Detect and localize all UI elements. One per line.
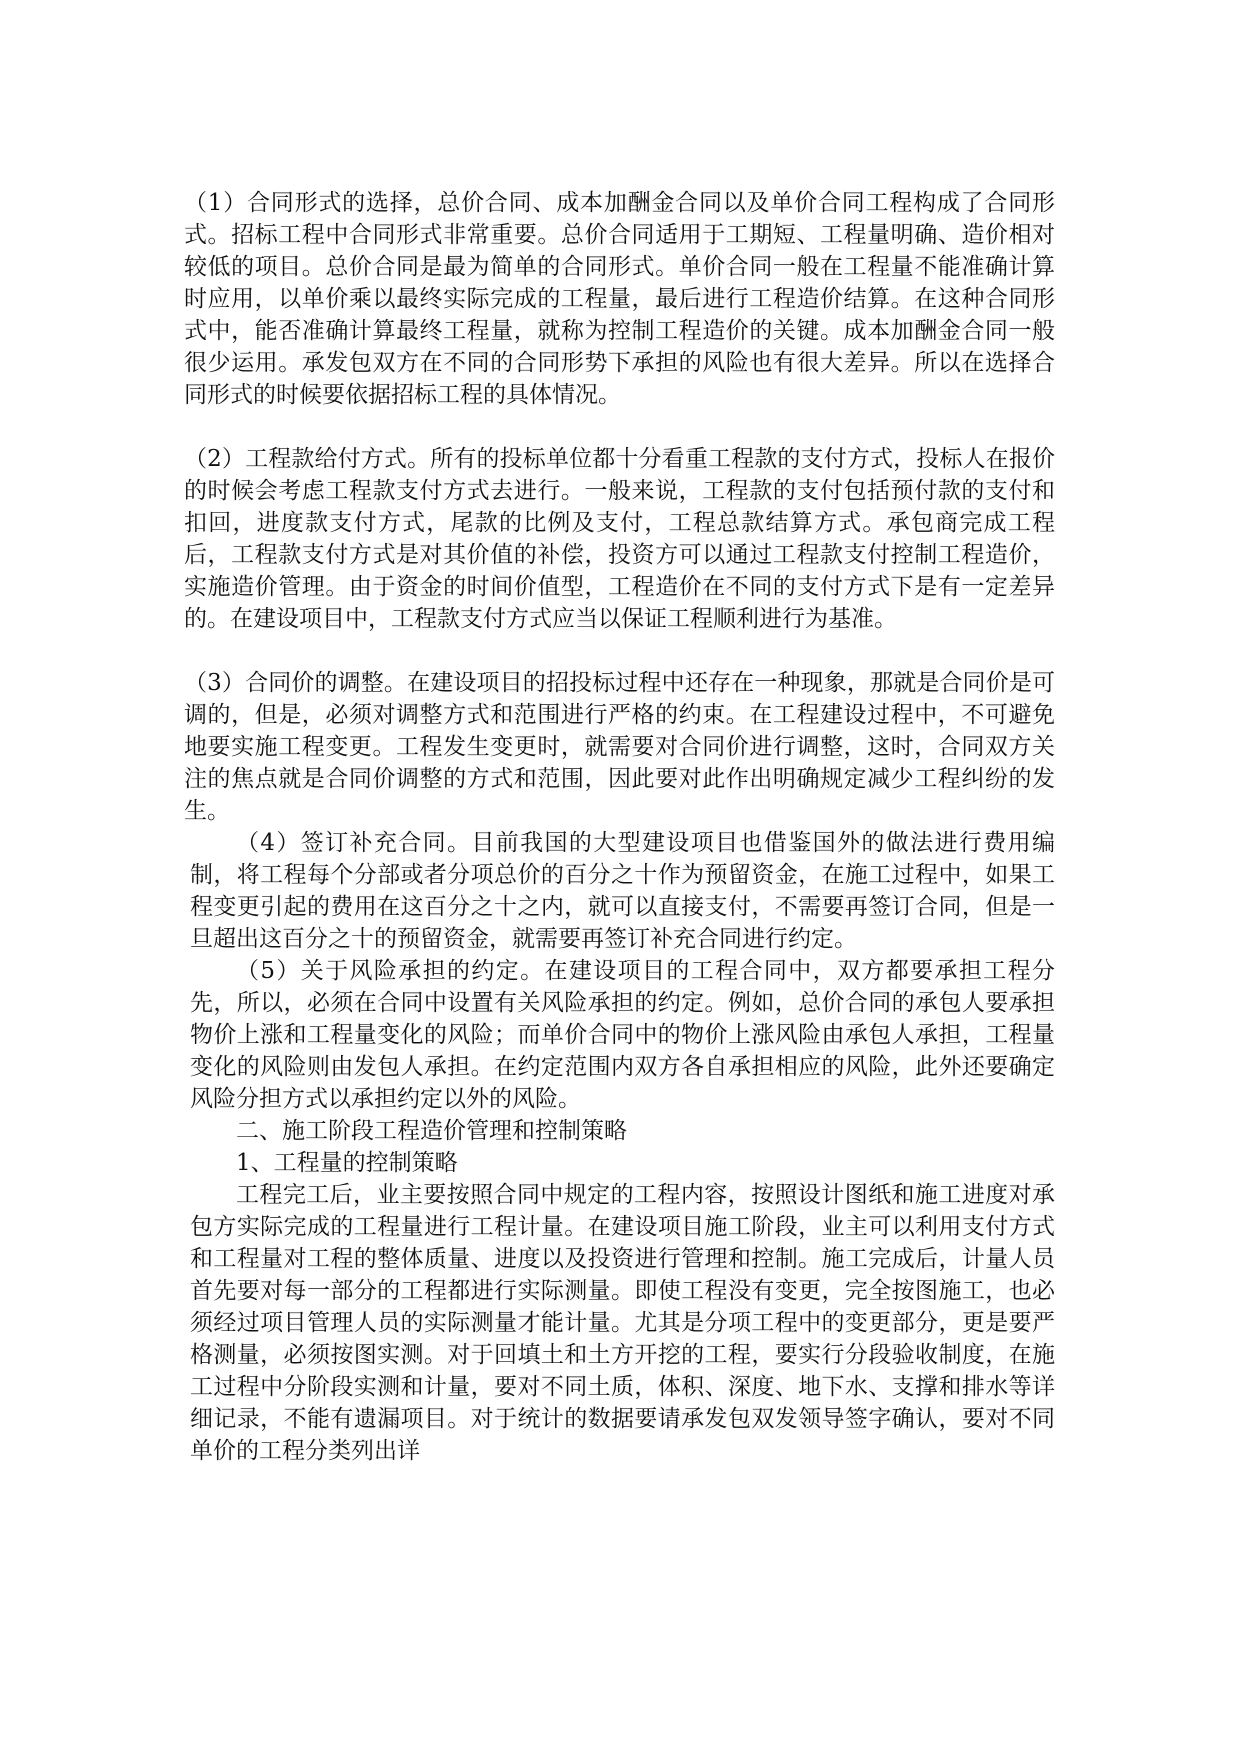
paragraph-payment-method: （2）工程款给付方式。所有的投标单位都十分看重工程款的支付方式，投标人在报价的时候会考虑工程款支付方式去进行。一般来说，工程款的支付包括预付款的支付和扣回，进度款支付方式，尾款的比例及支付，工程总款结算方式。承包商完成工程后，工程款支付方式是对其价值的补偿，投资方可以通过工程款支付控制工程造价，实施造价管理。由于资金的时间价值型，工程造价在不同的支付方式下是有一定差异的。在建设项目中，工程款支付方式应当以保证工程顺利进行为基准。 [184,446,1055,632]
subsection-heading: 1、工程量的控制策略 [236,1150,458,1176]
paragraph-contract-form: （1）合同形式的选择，总价合同、成本加酬金合同以及单价合同工程构成了合同形式。招标工程中合同形式非常重要。总价合同适用于工期短、工程量明确、造价相对较低的项目。总价合同是最为简单的合同形式。单价合同一般在工程量不能准确计算时应用，以单价乘以最终实际完成的工程量，最后进行工程造价结算。在这种合同形式中，能否准确计算最终工程量，就称为控制工程造价的关键。成本加酬金合同一般很少运用。承发包双方在不同的合同形势下承担的风险也有很大差异。所以在选择合同形式的时候要依据招标工程的具体情况。 [184,190,1055,408]
paragraph-price-adjustment: （3）合同价的调整。在建设项目的招投标过程中还存在一种现象，那就是合同价是可调的，但是，必须对调整方式和范围进行严格的约束。在工程建设过程中，不可避免地要实施工程变更。工程发生变更时，就需要对合同价进行调整，这时，合同双方关注的焦点就是合同价调整的方式和范围，因此要对此作出明确规定减少工程纠纷的发生。 [184,670,1055,824]
paragraph-supplementary-contract: （4）签订补充合同。目前我国的大型建设项目也借鉴国外的做法进行费用编制，将工程每个分部或者分项总价的百分之十作为预留资金，在施工过程中，如果工程变更引起的费用在这百分之十之内，就可以直接支付，不需要再签订合同，但是一旦超出这百分之十的预留资金，就需要再签订补充合同进行约定。 [190,830,1055,952]
section-heading: 二、施工阶段工程造价管理和控制策略 [236,1118,627,1144]
paragraph-risk-agreement: （5）关于风险承担的约定。在建设项目的工程合同中，双方都要承担工程分先，所以，必须在合同中设置有关风险承担的约定。例如，总价合同的承包人要承担物价上涨和工程量变化的风险；而单价合同中的物价上涨风险由承包人承担，工程量变化的风险则由发包人承担。在约定范围内双方各自承担相应的风险，此外还要确定风险分担方式以承担约定以外的风险。 [190,958,1055,1112]
document-body [184,187,1055,1467]
paragraph-quantity-control: 工程完工后，业主要按照合同中规定的工程内容，按照设计图纸和施工进度对承包方实际完成的工程量进行工程计量。在建设项目施工阶段，业主可以利用支付方式和工程量对工程的整体质量、进度以及投资进行管理和控制。施工完成后，计量人员首先要对每一部分的工程都进行实际测量。即使工程没有变更，完全按图施工，也必须经过项目管理人员的实际测量才能计量。尤其是分项工程中的变更部分，更是要严格测量，必须按图实测。对于回填土和土方开挖的工程，要实行分段验收制度，在施工过程中分阶段实测和计量，要对不同土质，体积、深度、地下水、支撑和排水等详细记录，不能有遗漏项目。对于统计的数据要请承发包双发领导签字确认，要对不同单价的工程分类列出详 [190,1182,1055,1464]
